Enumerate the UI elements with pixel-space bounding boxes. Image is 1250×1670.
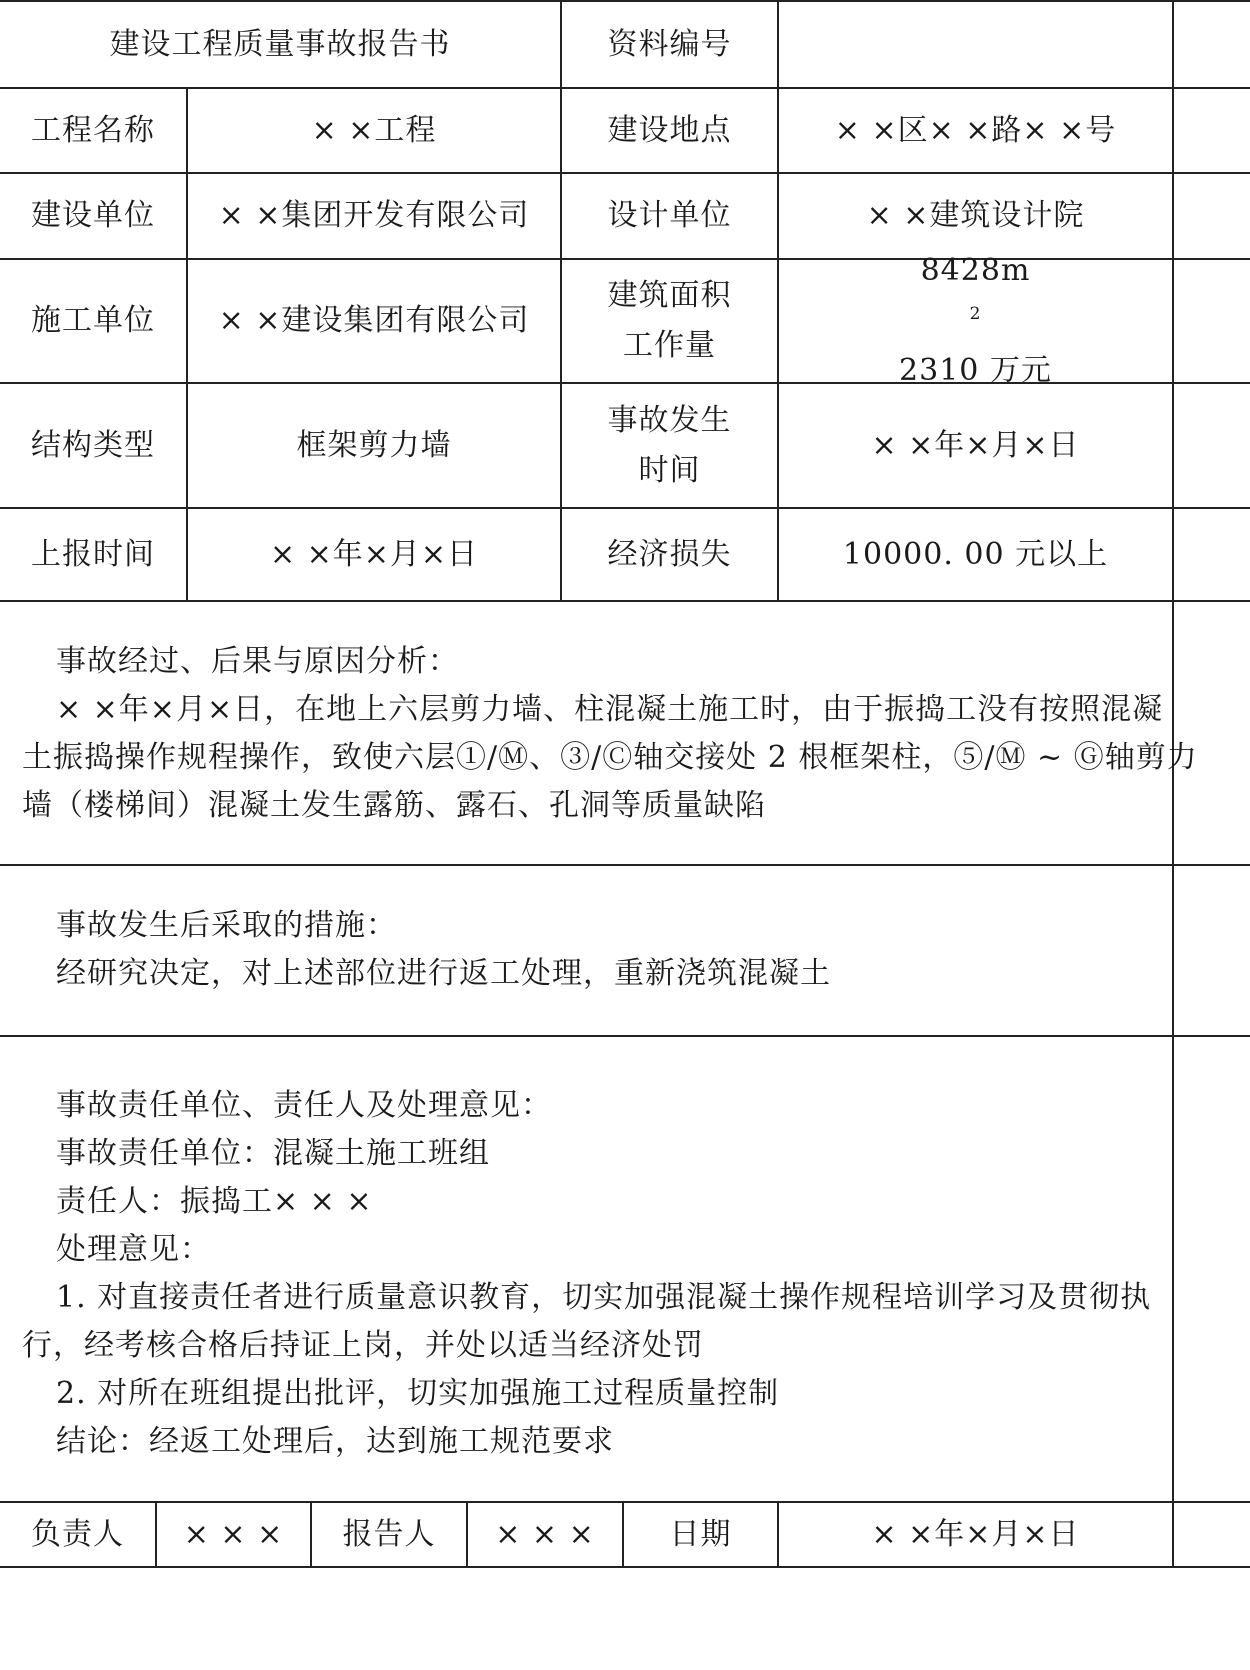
area-number: 8428m <box>920 253 1031 288</box>
rule <box>0 864 1250 866</box>
rule <box>0 1035 1250 1037</box>
reporter-value: × × × <box>495 1516 595 1552</box>
leader-value: × × × <box>183 1516 284 1552</box>
area-value <box>921 246 1031 346</box>
designer-value: × ×建筑设计院 <box>866 198 1085 233</box>
occur-time-label-line2: 时间 <box>638 452 701 488</box>
location-label: 建设地点 <box>607 112 732 148</box>
cause-text-line: 墙（楼梯间）混凝土发生露筋、露石、孔洞等质量缺陷 <box>22 788 766 823</box>
cause-section <box>22 638 1232 830</box>
doc-no-value <box>779 2 1172 87</box>
occur-time-value: × ×年×月×日 <box>871 427 1080 463</box>
doc-no-label: 资料编号 <box>607 26 732 62</box>
date-value: × ×年×月×日 <box>871 1516 1080 1552</box>
workload-value: 2310 万元 <box>899 353 1052 388</box>
reporter-label: 报告人 <box>342 1516 436 1552</box>
cause-text-line: × ×年×月×日，在地上六层剪力墙、柱混凝土施工时，由于振捣工没有按照混凝 <box>56 692 1164 727</box>
measures-text: 经研究决定，对上述部位进行返工处理，重新浇筑混凝土 <box>56 956 831 991</box>
location-value: × ×区× ×路× ×号 <box>834 112 1117 148</box>
loss-label: 经济损失 <box>607 536 732 572</box>
designer-label: 设计单位 <box>607 198 732 233</box>
area-workload-label <box>562 260 777 382</box>
measures-section <box>22 902 1232 998</box>
responsible-unit: 事故责任单位：混凝土施工班组 <box>56 1136 490 1171</box>
area-unit-sup: 2 <box>969 304 982 324</box>
opinion-item-2: 2. 对所在班组提出批评，切实加强施工过程质量控制 <box>56 1376 780 1411</box>
responsibility-section <box>22 1082 1232 1466</box>
cause-heading: 事故经过、后果与原因分析： <box>56 644 459 679</box>
occur-time-label <box>562 384 777 507</box>
rule-bottom <box>0 1566 1250 1568</box>
opinion-item-1-cont: 行，经考核合格后持证上岗，并处以适当经济处罚 <box>22 1328 704 1363</box>
leader-label: 负责人 <box>31 1516 124 1552</box>
loss-value: 10000. 00 元以上 <box>842 536 1109 572</box>
responsibility-heading: 事故责任单位、责任人及处理意见： <box>56 1088 552 1123</box>
report-time-label: 上报时间 <box>31 536 155 572</box>
responsible-person: 责任人：振捣工× × × <box>56 1184 373 1219</box>
contractor-label: 施工单位 <box>31 303 155 338</box>
project-name-label: 工程名称 <box>31 112 155 148</box>
date-label: 日期 <box>669 1516 732 1552</box>
measures-heading: 事故发生后采取的措施： <box>56 908 397 943</box>
form-title: 建设工程质量事故报告书 <box>109 26 451 62</box>
contractor-value: × ×建设集团有限公司 <box>218 303 530 338</box>
owner-label: 建设单位 <box>31 198 155 233</box>
area-label: 建筑面积 <box>607 278 732 313</box>
conclusion: 结论：经返工处理后，达到施工规范要求 <box>56 1424 614 1459</box>
owner-value: × ×集团开发有限公司 <box>218 198 530 233</box>
report-time-value: × ×年×月×日 <box>269 536 479 572</box>
opinion-item-1: 1. 对直接责任者进行质量意识教育，切实加强混凝土操作规程培训学习及贯彻执 <box>56 1280 1152 1315</box>
structure-value: 框架剪力墙 <box>296 427 452 463</box>
occur-time-label-line1: 事故发生 <box>607 402 732 438</box>
opinion-heading: 处理意见： <box>56 1232 211 1267</box>
cause-text-line: 土振捣操作规程操作，致使六层①/Ⓜ、③/Ⓒ轴交接处 2 根框架柱，⑤/Ⓜ ~ Ⓖ轴剪力 <box>22 740 1198 775</box>
workload-label: 工作量 <box>623 328 716 363</box>
structure-label: 结构类型 <box>31 427 155 463</box>
project-name-value: × ×工程 <box>311 112 437 148</box>
area-workload-value <box>779 253 1172 388</box>
